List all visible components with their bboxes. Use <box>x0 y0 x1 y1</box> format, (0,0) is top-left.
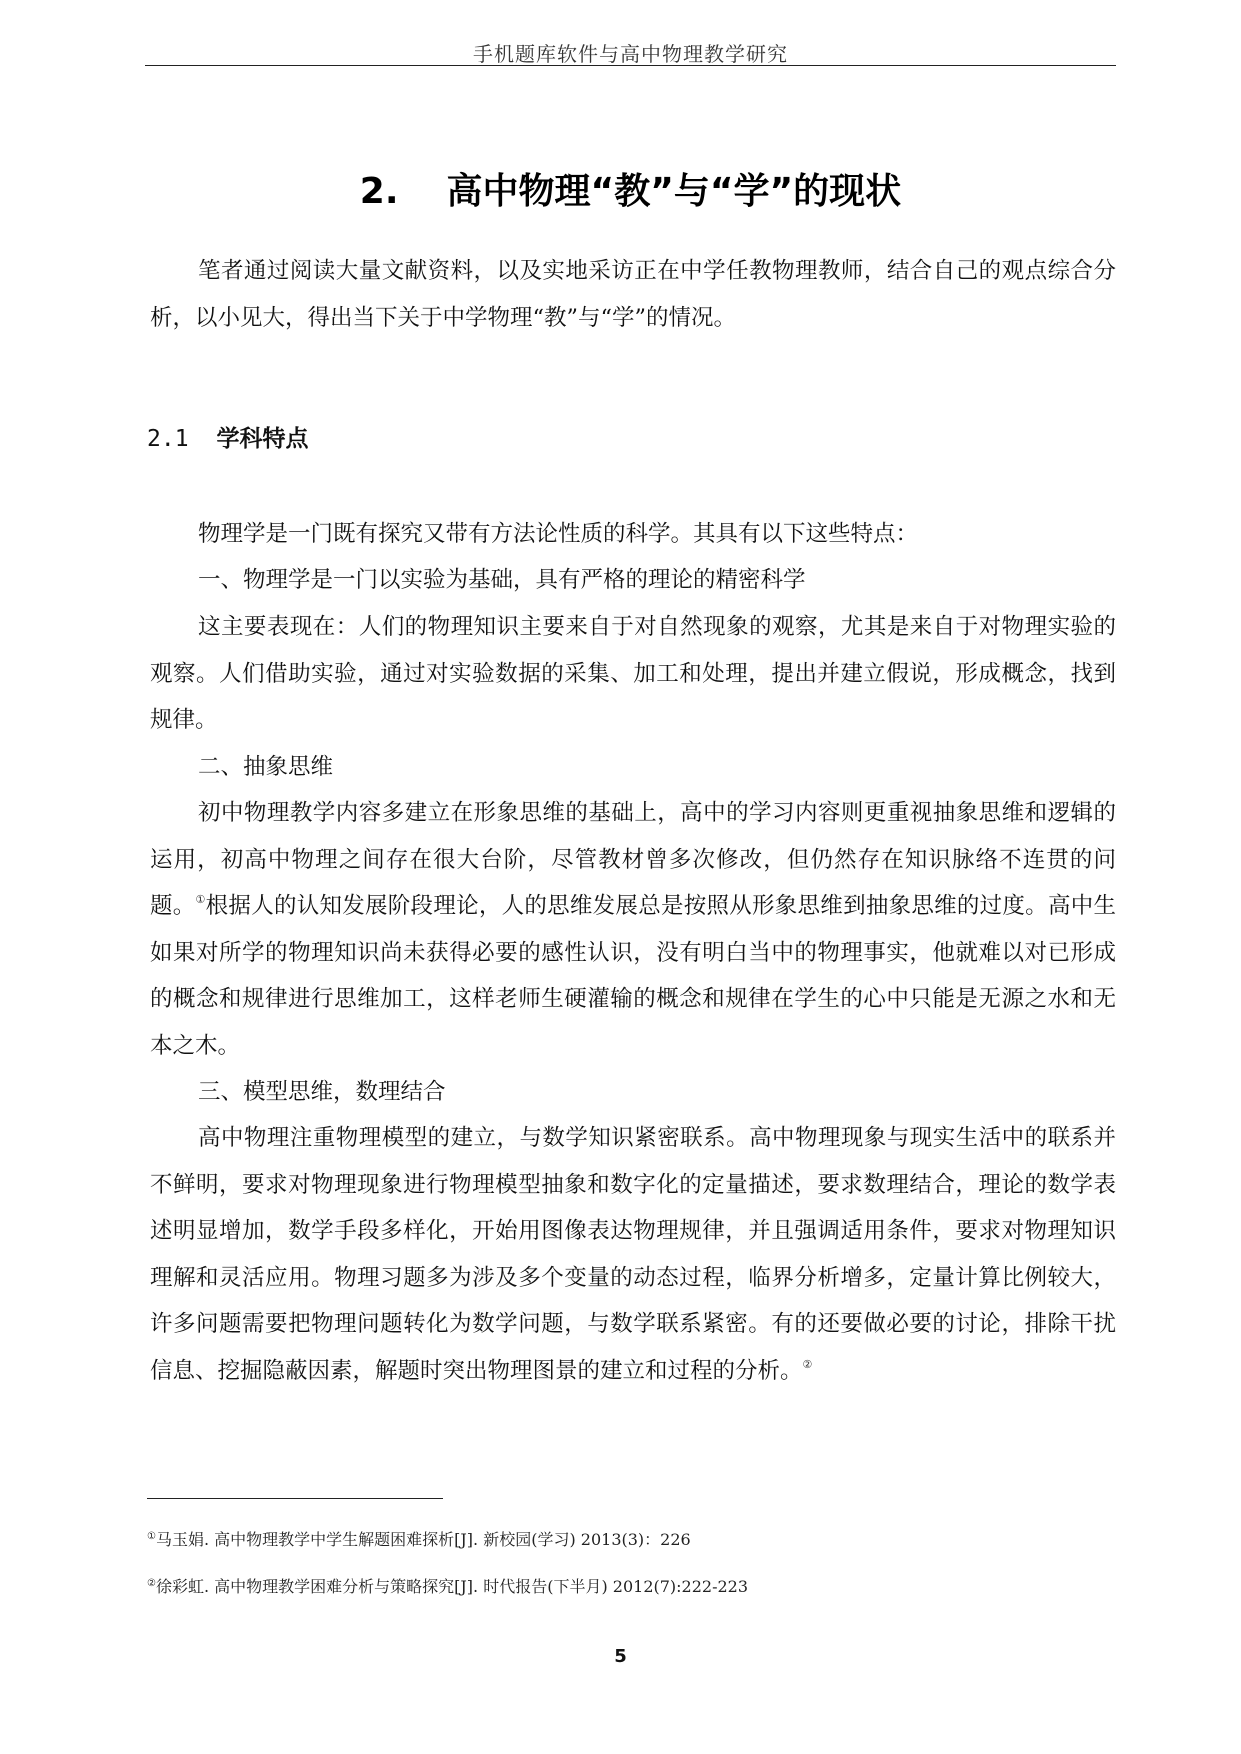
section-number: 2.1 <box>147 426 189 452</box>
page-number: 5 <box>614 1646 627 1667</box>
chapter-title <box>145 163 1116 214</box>
point2-text-a: 初中物理教学内容多建立在形象思维的基础上，高中的学习内容则更重视抽象思维和逻辑的运用，初高中物理之间存在很大台阶，尽管教材曾多次修改，但仍然存在知识脉络不连贯的问题。 <box>150 800 1116 919</box>
point3-text <box>150 1115 1116 1394</box>
footnote-text-2: 徐彩虹. 高中物理教学困难分析与策略探究[J]. 时代报告(下半月) 2012(7):222-223 <box>155 1577 749 1596</box>
point2-title: 二、抽象思维 <box>198 754 334 780</box>
footnote-text-1: 马玉娟. 高中物理教学中学生解题困难探析[J]. 新校园(学习) 2013(3)：226 <box>155 1530 691 1549</box>
footnote-mark-2: ② <box>147 1578 156 1589</box>
point1-title: 一、物理学是一门以实验为基础，具有严格的理论的精密科学 <box>198 567 806 593</box>
footnote-mark-1: ① <box>147 1531 156 1542</box>
running-header: 手机题库软件与高中物理教学研究 <box>473 42 788 66</box>
body-lead: 物理学是一门既有探究又带有方法论性质的科学。其具有以下这些特点： <box>198 521 919 547</box>
point3-title: 三、模型思维，数理结合 <box>198 1079 446 1105</box>
footnote-rule <box>147 1498 443 1499</box>
footnote-2 <box>147 1574 748 1597</box>
intro-paragraph: 笔者通过阅读大量文献资料，以及实地采访正在中学任教物理教师，结合自己的观点综合分析，以小见大，得出当下关于中学物理“教”与“学”的情况。 <box>150 258 1116 331</box>
footnote-ref-1[interactable]: ① <box>195 893 206 906</box>
point1-text: 这主要表现在：人们的物理知识主要来自于对自然现象的观察，尤其是来自于对物理实验的观察。人们借助实验，通过对实验数据的采集、加工和处理，提出并建立假说，形成概念，找到规律。 <box>150 614 1116 733</box>
footnote-1 <box>147 1527 691 1550</box>
point3-text-body: 高中物理注重物理模型的建立，与数学知识紧密联系。高中物理现象与现实生活中的联系并不鲜明，要求对物理现象进行物理模型抽象和数字化的定量描述，要求数理结合，理论的数学表述明显增加，数学手段多样化，开始用图像表达物理规律，并且强调适用条件，要求对物理知识理解和灵活应用。物理习题多为涉及多个变量的动态过程，临界分析增多，定量计算比例较大，许多问题需要把物理问题转化为数学问题，与数学联系紧密。有的还要做必要的讨论，排除干扰信息、挖掘隐蔽因素，解题时突出物理图景的建立和过程的分析。 <box>150 1125 1116 1384</box>
section-title: 学科特点 <box>216 426 309 452</box>
footnote-ref-2[interactable]: ② <box>802 1357 813 1371</box>
point2-text <box>150 790 1116 1069</box>
chapter-number: 2. <box>359 171 399 212</box>
header-rule <box>145 65 1116 66</box>
chapter-title-text: 高中物理“教”与“学”的现状 <box>446 171 902 212</box>
point2-text-b: 根据人的认知发展阶段理论，人的思维发展总是按照从形象思维到抽象思维的过度。高中生如果对所学的物理知识尚未获得必要的感性认识，没有明白当中的物理事实，他就难以对已形成的概念和规律进行思维加工，这样老师生硬灌输的概念和规律在学生的心中只能是无源之水和无本之木。 <box>150 893 1116 1059</box>
section-heading <box>147 420 309 453</box>
